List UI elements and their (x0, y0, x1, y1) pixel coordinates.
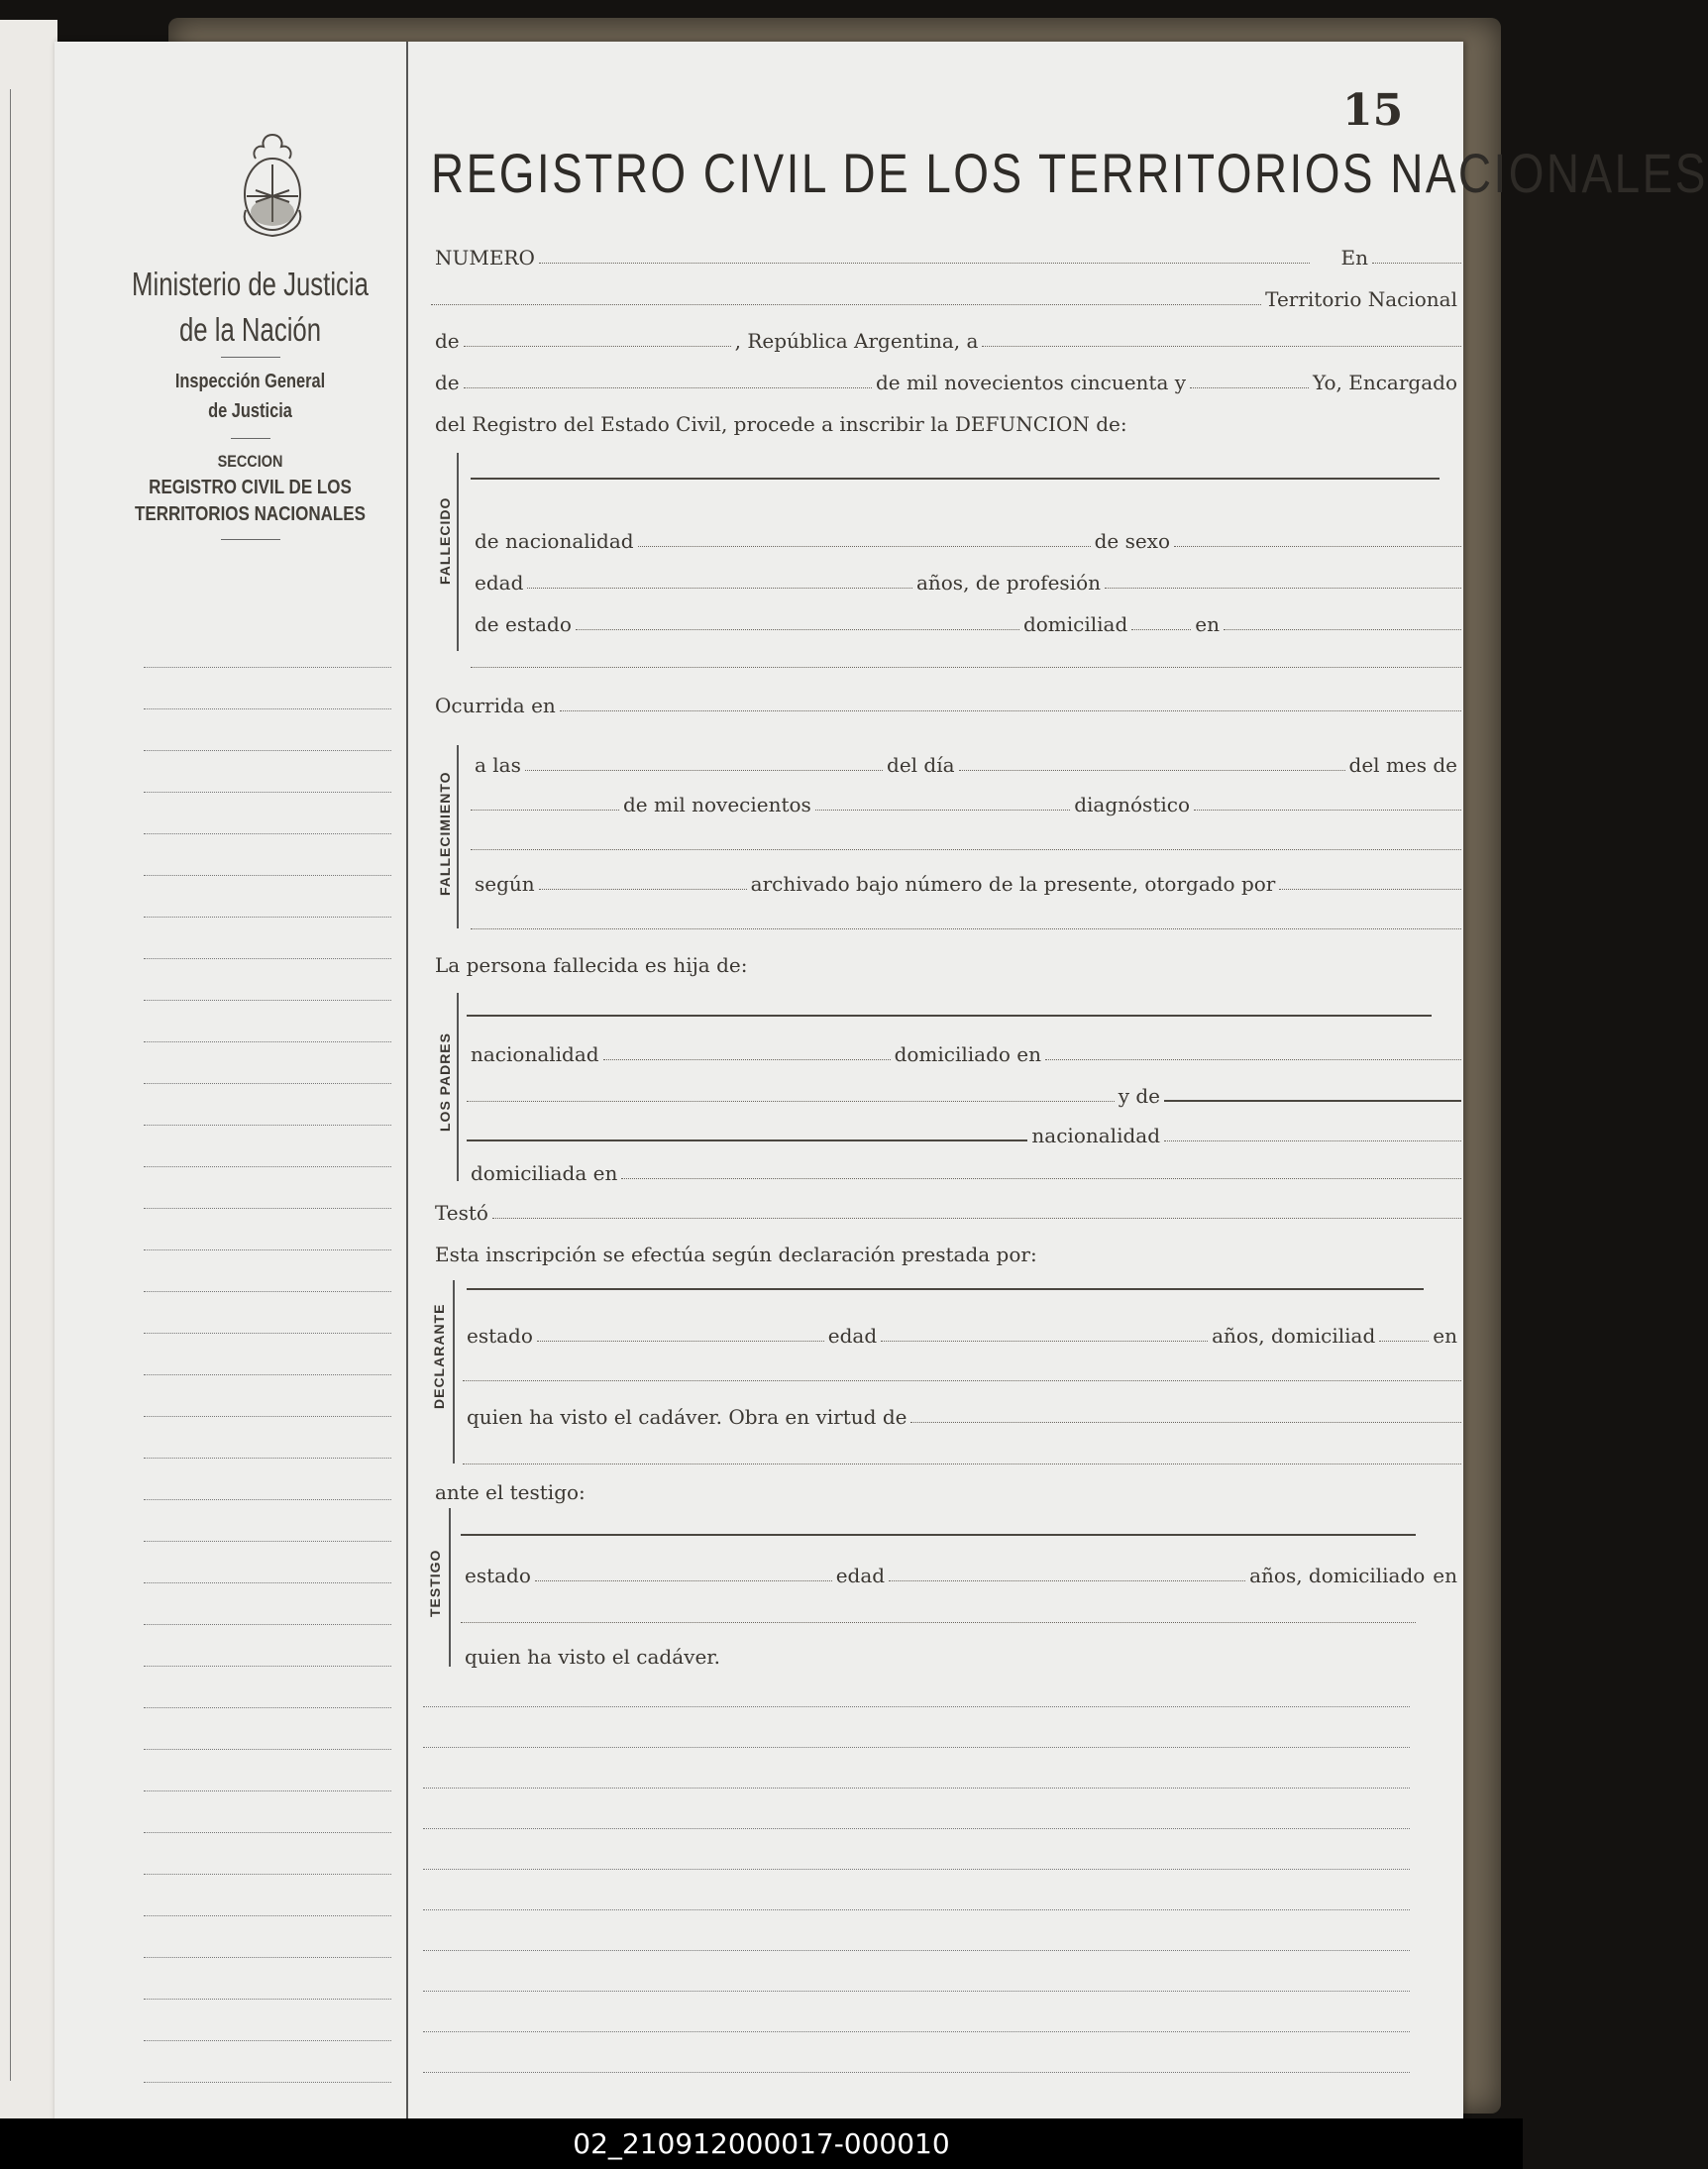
sidebar-ruled-line (144, 1417, 391, 1459)
sidebar-ruled-line (144, 1126, 391, 1167)
testo-row: Testó (431, 1195, 1461, 1225)
sidebar-ruled-line (144, 1001, 391, 1042)
register-page: Ministerio de Justicia de la Nación Inspección General de Justicia SECCION REGISTRO CIVIL DE LOS TERRITORIOS NACIONALES 15 REGISTRO CIVIL DE LOS TERRITORIOS NACIONALES NUMERO En Territorio Nacional de , República Argentina, a de de mil novecientos cincuenta y Yo, Encargado del Registro del Estado Civil, procede a inscribir la DEFUNCION de: FALLECIDO de nacionalidad de sexo edad años, de profesión de estado domiciliad en Ocurrida en FALLECIMIENTO a las del día del mes de de mil novecientos diagnóstico según archivado bajo número de la presente, otorgado por La persona fallecida es hija de: LOS PADRES nacionalidad domiciliado en y de nacionalidad domiciliada en Testó Esta inscripción se efectúa según declaración prestada por: DECLARANTE estado edad años, domiciliad en quien ha visto el cadáver. Obra en virtud de ante el testigo: TESTIGO estado edad años, domiciliado en quien ha visto el cadáver. (54, 42, 1463, 2122)
ministry-title: Ministerio de Justicia de la Nación (132, 266, 369, 348)
notes-ruled-line (423, 2032, 1410, 2073)
sidebar-ruled-line (144, 834, 391, 876)
fecha-row: de de mil novecientos cincuenta y Yo, Encargado (435, 371, 1457, 394)
ante-testigo-row: ante el testigo: (435, 1480, 586, 1504)
sidebar-ruled-line (144, 1750, 391, 1791)
sidebar-ruled-line (144, 709, 391, 751)
declarante-section-label: DECLARANTE (431, 1303, 447, 1409)
inscripcion-row: Esta inscripción se efectúa según declaración prestada por: (435, 1243, 1037, 1266)
sidebar-ruled-line (144, 1875, 391, 1916)
sidebar-ruled-line (144, 1916, 391, 1958)
sidebar-ruled-line (144, 1833, 391, 1875)
notes-ruled-line (423, 1992, 1410, 2032)
notes-ruled-line (423, 1829, 1410, 1870)
sidebar-ruled-line (144, 1542, 391, 1583)
sidebar-ruled-line (144, 1209, 391, 1250)
sidebar-ruled-line (144, 876, 391, 918)
sidebar-ruled-line (144, 1334, 391, 1375)
sidebar-ruled-line (144, 1167, 391, 1209)
sidebar-margin-lines (144, 626, 391, 2083)
sidebar-ruled-line (144, 1791, 391, 1833)
testigo-section-label: TESTIGO (427, 1549, 443, 1617)
notes-ruled-line (423, 1910, 1410, 1951)
sidebar-ruled-line (144, 1459, 391, 1500)
sidebar-ruled-line (144, 1292, 391, 1334)
sidebar-ruled-line (144, 1500, 391, 1542)
left-page-edge (0, 20, 57, 2120)
national-seal-icon (236, 131, 309, 240)
sidebar-ruled-line (144, 2000, 391, 2041)
image-caption: 02_210912000017-000010 (0, 2118, 1523, 2169)
republica-row: de , República Argentina, a (431, 323, 1461, 353)
fallecimiento-section-label: FALLECIMIENTO (437, 771, 453, 896)
sidebar-ruled-line (144, 793, 391, 834)
notes-ruled-line (423, 1667, 1410, 1707)
notes-lines (423, 1667, 1410, 2073)
sidebar-ruled-line (144, 1958, 391, 2000)
sidebar-ruled-line (144, 1042, 391, 1084)
numero-row: NUMERO En (431, 240, 1461, 270)
sidebar-ruled-line (144, 1250, 391, 1292)
sidebar-ruled-line (144, 1625, 391, 1667)
padres-section-label: LOS PADRES (437, 1032, 453, 1132)
registro-row: del Registro del Estado Civil, procede a inscribir la DEFUNCION de: (435, 412, 1127, 436)
sidebar-ruled-line (144, 668, 391, 709)
section-title: SECCION REGISTRO CIVIL DE LOS TERRITORIOS NACIONALES (135, 452, 366, 525)
sidebar-ruled-line (144, 2041, 391, 2083)
sidebar-ruled-line (144, 626, 391, 668)
sidebar-ruled-line (144, 1583, 391, 1625)
notes-ruled-line (423, 1707, 1410, 1748)
page-heading: REGISTRO CIVIL DE LOS TERRITORIOS NACIONALES (431, 142, 1708, 204)
notes-ruled-line (423, 1748, 1410, 1789)
inspection-title: Inspección General de Justicia (174, 371, 326, 422)
fallecido-section-label: FALLECIDO (437, 496, 453, 585)
page-number: 15 (1342, 85, 1404, 136)
sidebar-ruled-line (144, 918, 391, 959)
sidebar-ruled-line (144, 959, 391, 1001)
sidebar-ruled-line (144, 1667, 391, 1708)
notes-ruled-line (423, 1789, 1410, 1829)
notes-ruled-line (423, 1870, 1410, 1910)
territorio-row: Territorio Nacional (431, 281, 1461, 311)
sidebar-ruled-line (144, 751, 391, 793)
sidebar (94, 42, 408, 2122)
hija-row: La persona fallecida es hija de: (435, 953, 748, 977)
ocurrida-row: Ocurrida en (431, 688, 1461, 717)
sidebar-ruled-line (144, 1084, 391, 1126)
sidebar-ruled-line (144, 1708, 391, 1750)
sidebar-ruled-line (144, 1375, 391, 1417)
notes-ruled-line (423, 1951, 1410, 1992)
